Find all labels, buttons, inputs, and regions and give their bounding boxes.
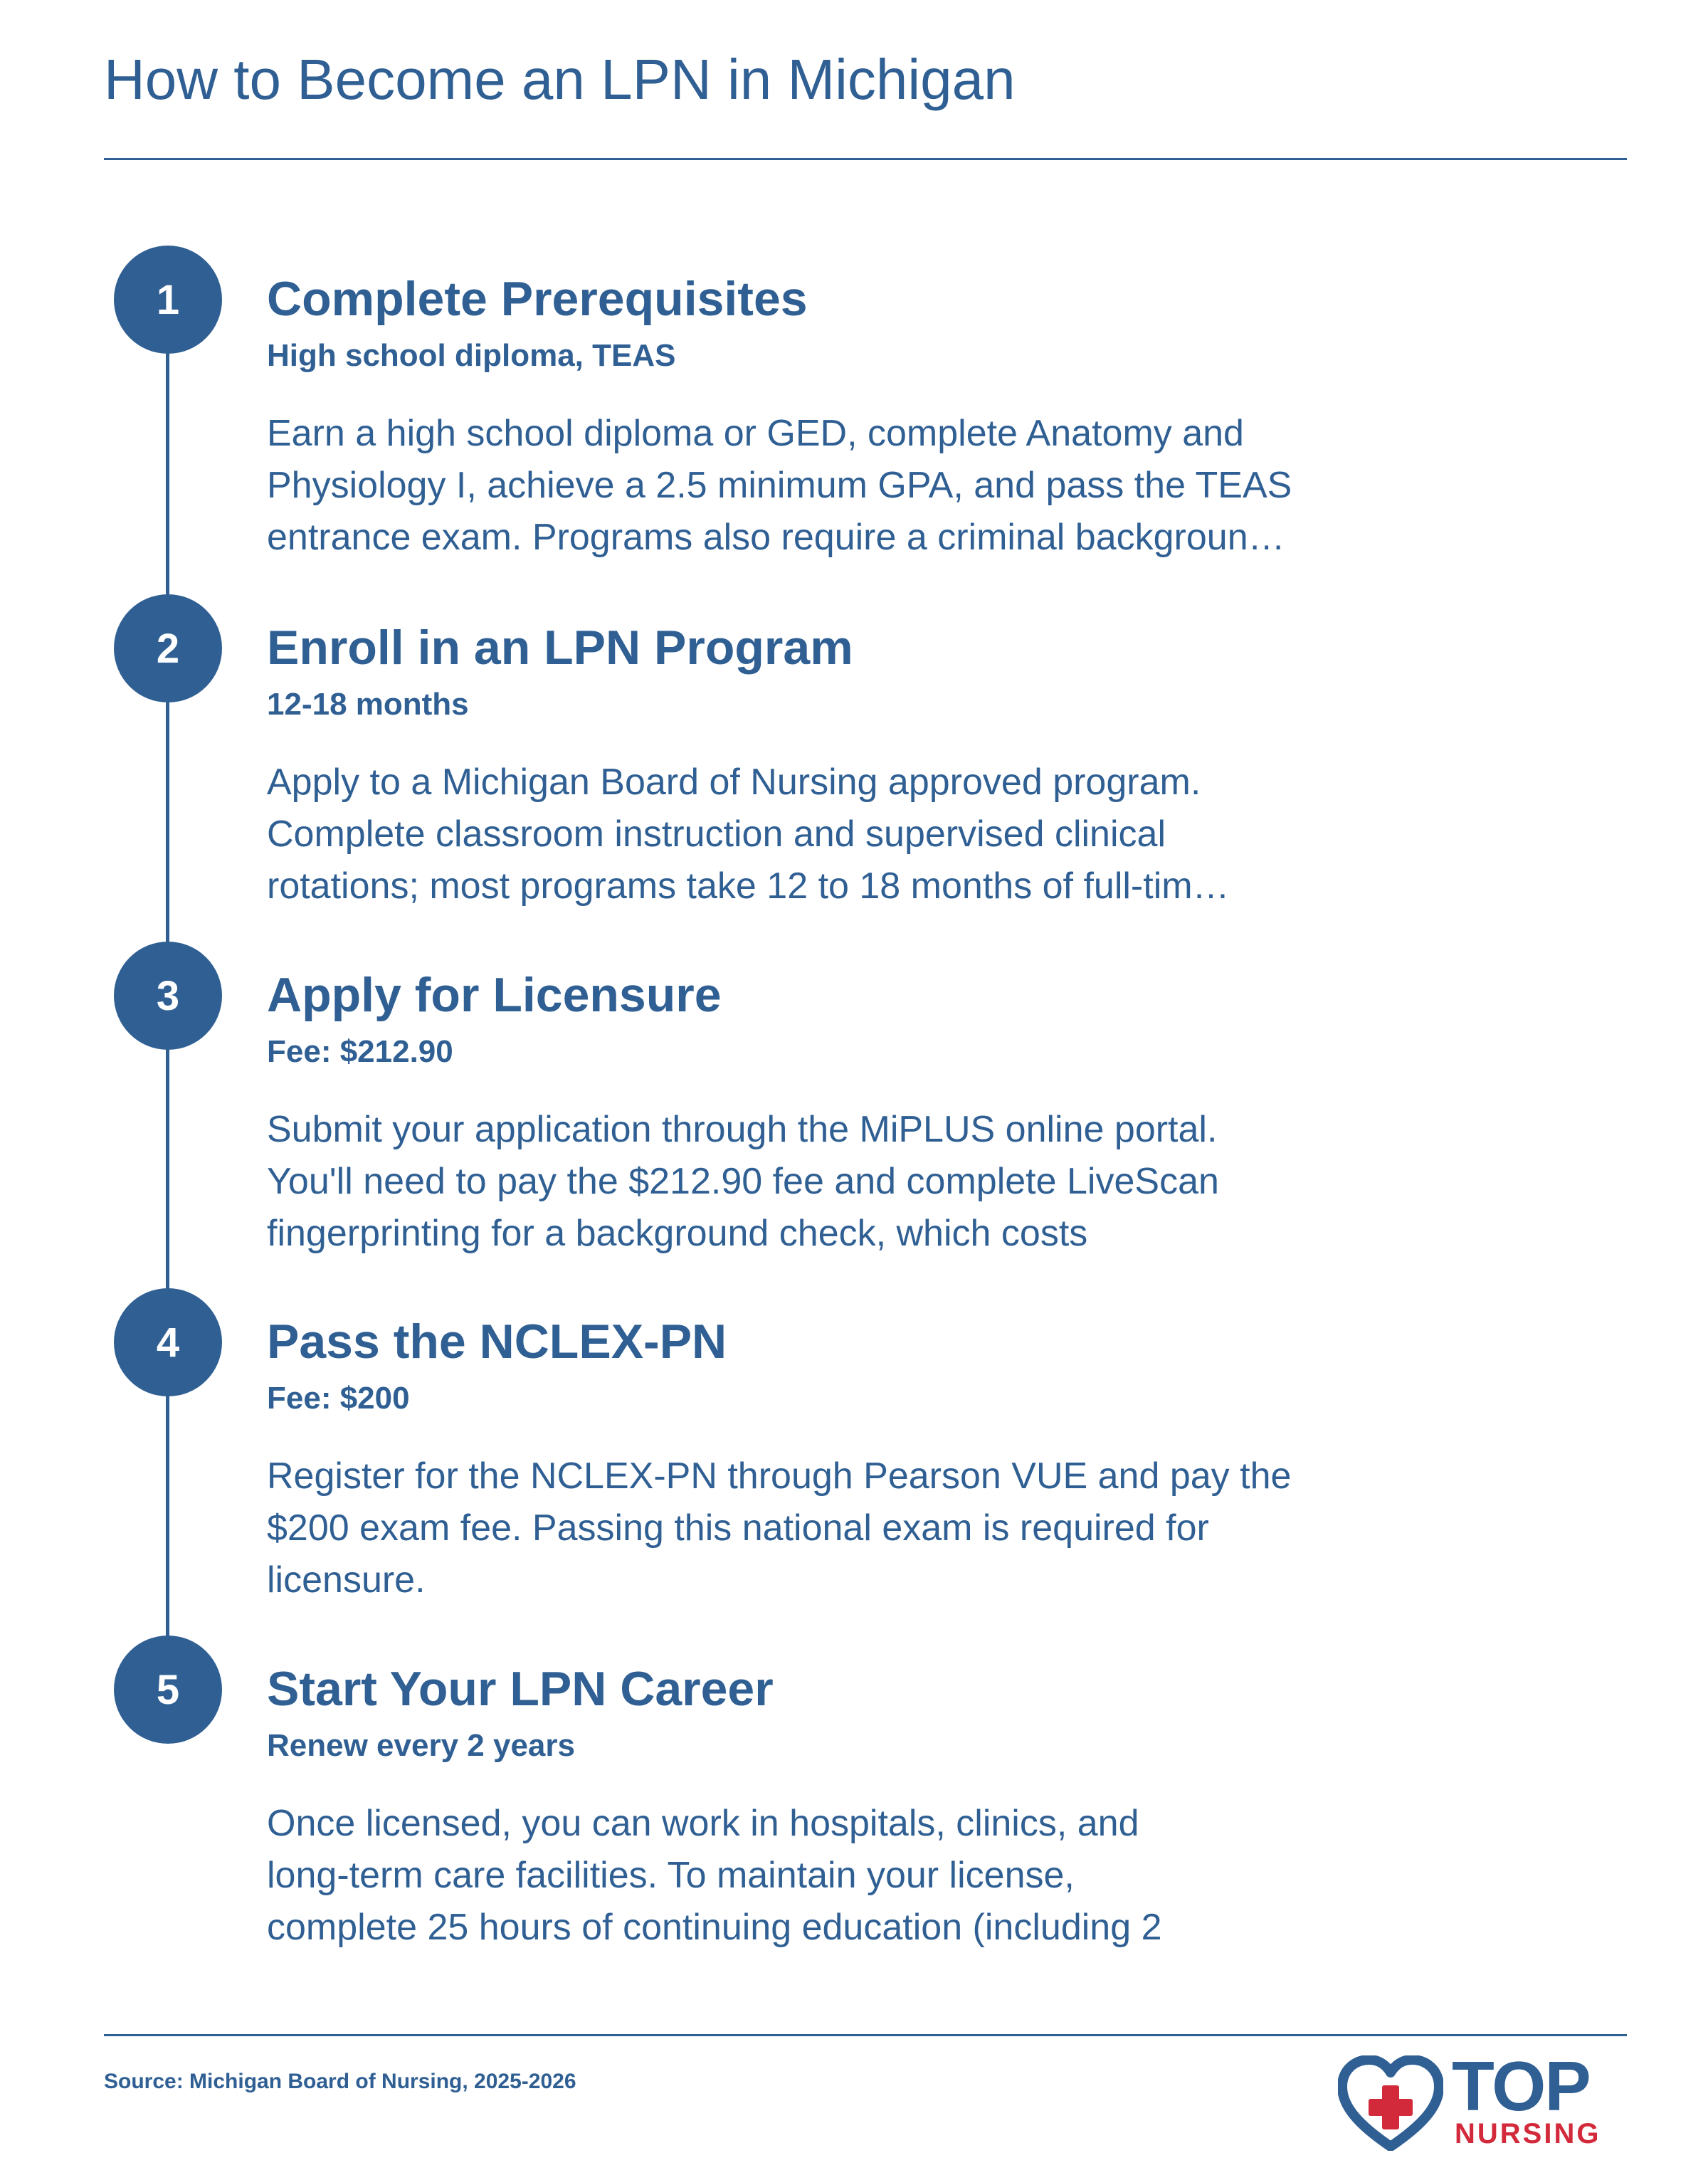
step-number-badge: 5: [114, 1636, 222, 1744]
step-description-line: Complete classroom instruction and supervised clinical: [267, 813, 1166, 855]
step-description-line: rotations; most programs take 12 to 18 months of full-tim…: [267, 865, 1230, 907]
step-subtitle: High school diploma, TEAS: [267, 338, 676, 373]
step-description-line: Submit your application through the MiPLUS online portal.: [267, 1109, 1218, 1150]
step-description-line: Earn a high school diploma or GED, complete Anatomy and: [267, 413, 1244, 454]
step-description-line: long-term care facilities. To maintain your license,: [267, 1855, 1075, 1896]
header-divider: [104, 158, 1627, 160]
step-number-badge: 3: [114, 942, 222, 1050]
logo-wordmark-top: TOP: [1452, 2047, 1590, 2125]
step-number-badge: 2: [114, 594, 222, 702]
source-note: Source: Michigan Board of Nursing, 2025-2026: [104, 2070, 576, 2093]
step-description-line: Register for the NCLEX-PN through Pearson VUE and pay the: [267, 1455, 1292, 1497]
step-subtitle: 12-18 months: [267, 687, 469, 722]
step-description-line: $200 exam fee. Passing this national exam is required for: [267, 1507, 1209, 1549]
step-description-line: You'll need to pay the $212.90 fee and complete LiveScan: [267, 1161, 1219, 1202]
step-description: [267, 1450, 1434, 1606]
step-subtitle: Fee: $200: [267, 1381, 410, 1416]
step-description: [267, 408, 1434, 564]
step-description-line: licensure.: [267, 1559, 426, 1601]
step-description-line: Physiology I, achieve a 2.5 minimum GPA, and pass the TEAS: [267, 465, 1292, 506]
logo-wordmark-nursing: NURSING: [1455, 2118, 1601, 2149]
step-number-badge: 4: [114, 1288, 222, 1396]
step-subtitle: Fee: $212.90: [267, 1034, 453, 1069]
step-description: [267, 757, 1434, 912]
step-title: Enroll in an LPN Program: [267, 621, 853, 675]
step-description-line: Apply to a Michigan Board of Nursing approved program.: [267, 762, 1201, 803]
step-description: [267, 1104, 1434, 1260]
step-number-badge: 1: [114, 246, 222, 354]
step-subtitle: Renew every 2 years: [267, 1728, 575, 1763]
step-description-line: fingerprinting for a background check, which costs: [267, 1213, 1088, 1254]
step-title: Complete Prerequisites: [267, 272, 808, 326]
step-title: Pass the NCLEX-PN: [267, 1315, 727, 1369]
step-title: Start Your LPN Career: [267, 1662, 774, 1716]
page-title: How to Become an LPN in Michigan: [104, 48, 1016, 111]
step-description-line: entrance exam. Programs also require a criminal backgroun…: [267, 517, 1285, 558]
footer-divider: [104, 2034, 1627, 2036]
step-description-line: complete 25 hours of continuing education (including 2: [267, 1907, 1162, 1948]
step-description-line: Once licensed, you can work in hospitals, clinics, and: [267, 1803, 1139, 1844]
heart-cross-icon: [1338, 2055, 1443, 2151]
step-title: Apply for Licensure: [267, 968, 722, 1022]
step-description: [267, 1798, 1434, 1954]
top-nursing-logo: [1338, 2047, 1637, 2157]
